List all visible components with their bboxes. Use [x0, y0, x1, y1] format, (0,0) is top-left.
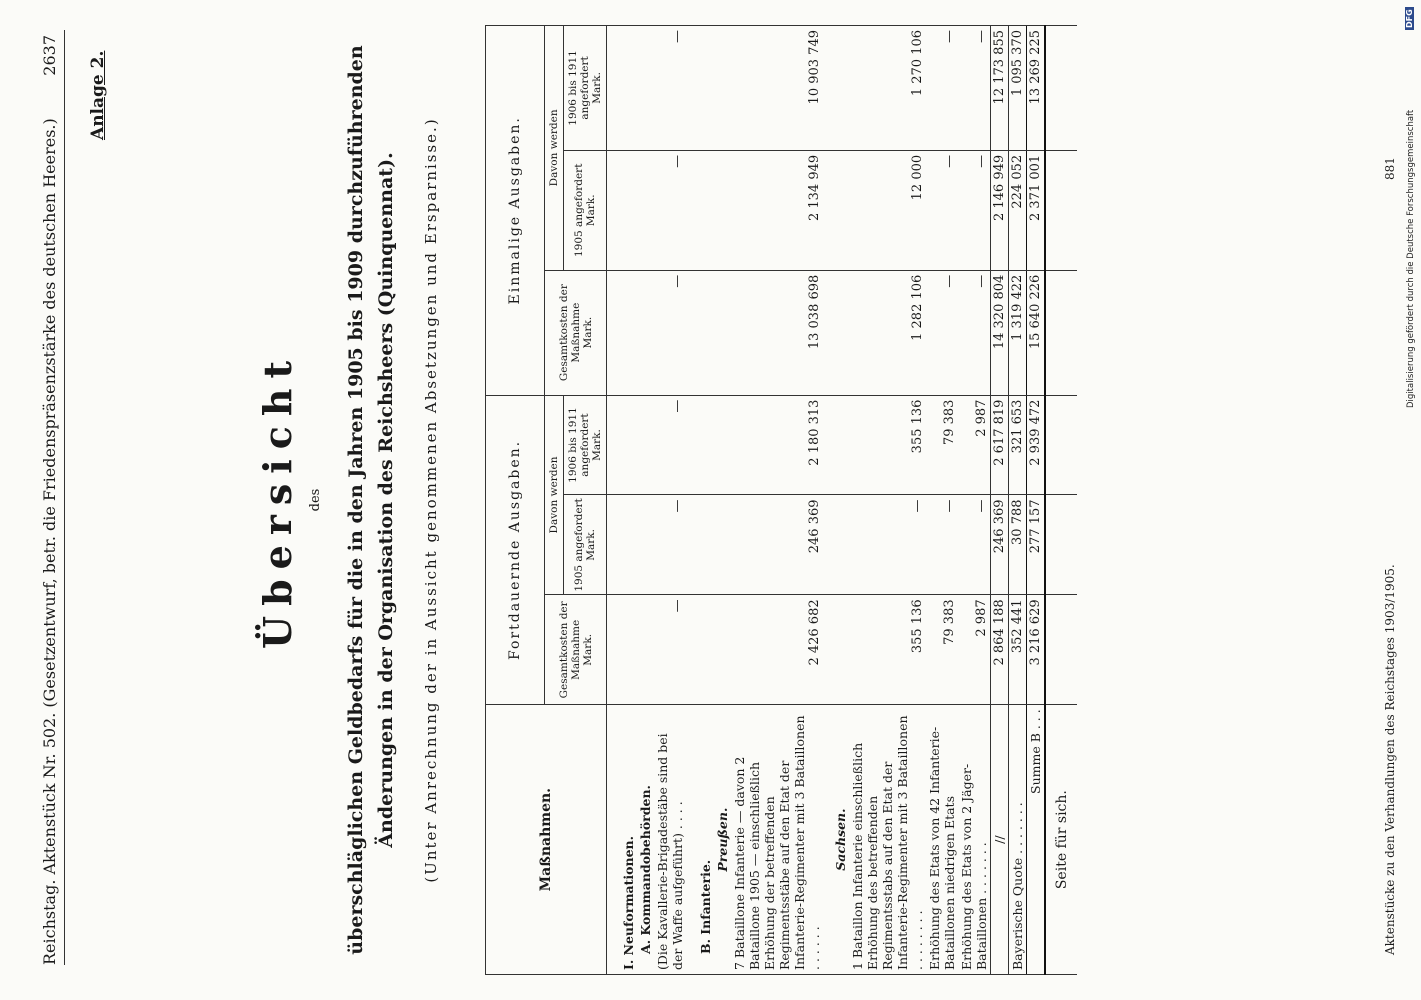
seite-fuer-sich: Seite für sich. [1045, 705, 1077, 975]
cell-value: 2 864 188 [991, 595, 1009, 705]
cell-value: 2 987 [958, 595, 991, 705]
cell-value: 2 371 001 [1027, 150, 1046, 270]
col-header-1906-label: 1906 bis 1911 angefordert [567, 50, 592, 126]
cell-value: 13 038 698 [731, 270, 823, 395]
cell-value: 2 617 819 [991, 395, 1009, 495]
cell-value: — [958, 26, 991, 151]
col-header-davon: Davon werden [545, 26, 564, 271]
section-heading-row [607, 26, 638, 975]
col-header-gesamt [545, 595, 607, 705]
cell-value: — [654, 26, 686, 151]
col-header-1906 [564, 395, 607, 495]
table-row [926, 26, 958, 975]
table-row [849, 26, 926, 975]
cell-value: — [926, 150, 958, 270]
cell-value: 1 282 106 [849, 270, 926, 395]
col-header-1905 [564, 150, 607, 270]
total-row [1027, 26, 1046, 975]
col-header-davon: Davon werden [545, 395, 564, 595]
col-unit: Mark. [581, 633, 594, 666]
cell-value: 1 270 106 [849, 26, 926, 151]
col-header-1905-label: 1905 angefordert [573, 163, 586, 257]
header-title: Reichstag. Aktenstück Nr. 502. (Gesetzentwurf, betr. die Friedenspräsenzstärke des deutschen Heeres.) [40, 118, 59, 965]
col-header-gesamt [545, 270, 607, 395]
cell-value: 14 320 804 [991, 270, 1009, 395]
cell-value: 321 653 [1009, 395, 1027, 495]
cell-value: — [958, 150, 991, 270]
subtitle-note: (Unter Anrechnung der in Aussicht genommenen Absetzungen und Ersparnisse.) [422, 117, 440, 883]
group-header-fortdauernd: Fortdauernde Ausgaben. [486, 395, 545, 705]
cell-value: 12 173 855 [991, 26, 1009, 151]
col-header-1906-label: 1906 bis 1911 angefordert [567, 407, 592, 483]
section-heading-I: I. Neuformationen. [607, 705, 638, 975]
continuation-row [1045, 26, 1077, 975]
cell-value: — [654, 595, 686, 705]
cell-value: — [926, 495, 958, 595]
section-heading-B: B. Infanterie. [686, 705, 714, 975]
table-row [731, 26, 823, 975]
cell-value: 2 939 472 [1027, 395, 1046, 495]
table-row [958, 26, 991, 975]
title-connector: des [308, 488, 323, 512]
col-header-massnahmen: Maßnahmen. [486, 705, 607, 975]
col-unit: Mark. [585, 194, 598, 227]
cell-value: 246 369 [731, 495, 823, 595]
digitization-notice [1405, 0, 1419, 1000]
col-header-1906 [564, 26, 607, 151]
cell-value: 277 157 [1027, 495, 1046, 595]
row-desc: // [991, 705, 1009, 975]
row-desc: 7 Bataillone Infanterie — davon 2 Bataillone 1905 — einschließlich Erhöhung der betreffenden Regimentsstäbe auf den Etat der Infanterie-Regimenter mit 3 Bataillonen . . . . . . [731, 705, 823, 975]
cell-value: — [654, 495, 686, 595]
section-heading-sachsen: Sachsen. [823, 705, 849, 975]
cell-value: — [849, 495, 926, 595]
header-rule [64, 30, 65, 965]
col-unit: Mark. [591, 72, 604, 104]
col-unit: Mark. [585, 529, 598, 561]
row-desc: (Die Kavallerie-Brigadestäbe sind bei der Waffe aufgeführt) . . . . [654, 705, 686, 975]
col-header-gesamt-label: Gesamtkosten der Maßnahme [557, 601, 582, 699]
section-heading-preussen: Preußen. [714, 705, 731, 975]
cell-value: — [926, 270, 958, 395]
cell-value: 10 903 749 [731, 26, 823, 151]
dfg-logo: DFG [1405, 9, 1414, 28]
section-heading-row [686, 26, 714, 975]
row-desc: 1 Bataillon Infanterie einschließlich Erhöhung des betreffenden Regimentsstabs auf den Etat der Infanterie-Regimenter mit 3 Bataillonen . . . . . . . . [849, 705, 926, 975]
cell-value: — [654, 395, 686, 495]
section-heading-row [823, 26, 849, 975]
cell-value: 352 441 [1009, 595, 1027, 705]
row-desc: Erhöhung des Etats von 42 Infanterie-Bataillonen niedrigen Etats [926, 705, 958, 975]
footnote: Aktenstücke zu den Verhandlungen des Reichstages 1903/1905. [1383, 564, 1397, 955]
subtitle-line-1: überschläglichen Geldbedarfs für die in den Jahren 1905 bis 1909 durchzuführenden [345, 45, 367, 955]
cell-value: — [958, 270, 991, 395]
col-header-1905-label: 1905 angefordert [573, 498, 586, 592]
running-header [40, 35, 62, 965]
digitization-text: Digitalisierung gefördert durch die Deutsche Forschungsgemeinschaft [1406, 109, 1416, 408]
cell-value: 2 134 949 [731, 150, 823, 270]
group-header-einmalig: Einmalige Ausgaben. [486, 26, 545, 396]
col-header-1905 [564, 495, 607, 595]
subtitle-line-2: Änderungen in der Organisation des Reichsheers (Quinquennat). [375, 152, 397, 848]
section-heading-A: A. Kommandobehörden. [637, 705, 654, 975]
cost-table [485, 25, 1077, 975]
cell-value: 3 216 629 [1027, 595, 1046, 705]
cell-value: 13 269 225 [1027, 26, 1046, 151]
section-heading-row [714, 26, 731, 975]
cell-value: 2 180 313 [731, 395, 823, 495]
col-unit: Mark. [581, 316, 594, 349]
page-footer-number: 881 [1383, 157, 1397, 180]
cell-value: 12 000 [849, 150, 926, 270]
row-desc: Bayerische Quote . . . . . . . [1009, 705, 1027, 975]
cell-value: — [654, 270, 686, 395]
cell-value: 1 095 370 [1009, 26, 1027, 151]
cell-value: — [958, 495, 991, 595]
cell-value: — [654, 150, 686, 270]
table-header-row-1 [486, 26, 545, 975]
col-header-gesamt-label: Gesamtkosten der Maßnahme [557, 284, 582, 382]
cell-value: — [926, 26, 958, 151]
col-unit: Mark. [591, 429, 604, 461]
cell-value: 2 426 682 [731, 595, 823, 705]
subtotal-row [991, 26, 1009, 975]
cell-value: 355 136 [849, 395, 926, 495]
table-row [1009, 26, 1027, 975]
cell-value: 79 383 [926, 595, 958, 705]
header-page-number: 2637 [40, 35, 59, 76]
cell-value: 246 369 [991, 495, 1009, 595]
cell-value: 79 383 [926, 395, 958, 495]
cell-value: 30 788 [1009, 495, 1027, 595]
cell-value: 2 987 [958, 395, 991, 495]
page-title: Übersicht [255, 350, 300, 650]
table-row [654, 26, 686, 975]
row-desc: Erhöhung des Etats von 2 Jäger-Bataillonen . . . . . . . [958, 705, 991, 975]
cell-value: 2 146 949 [991, 150, 1009, 270]
section-heading-row [637, 26, 654, 975]
cell-value: 1 319 422 [1009, 270, 1027, 395]
cell-value: 355 136 [849, 595, 926, 705]
row-desc: Summe B . . . [1027, 705, 1046, 975]
cell-value: 224 052 [1009, 150, 1027, 270]
cell-value: 15 640 226 [1027, 270, 1046, 395]
anlage-label: Anlage 2. [88, 50, 108, 140]
